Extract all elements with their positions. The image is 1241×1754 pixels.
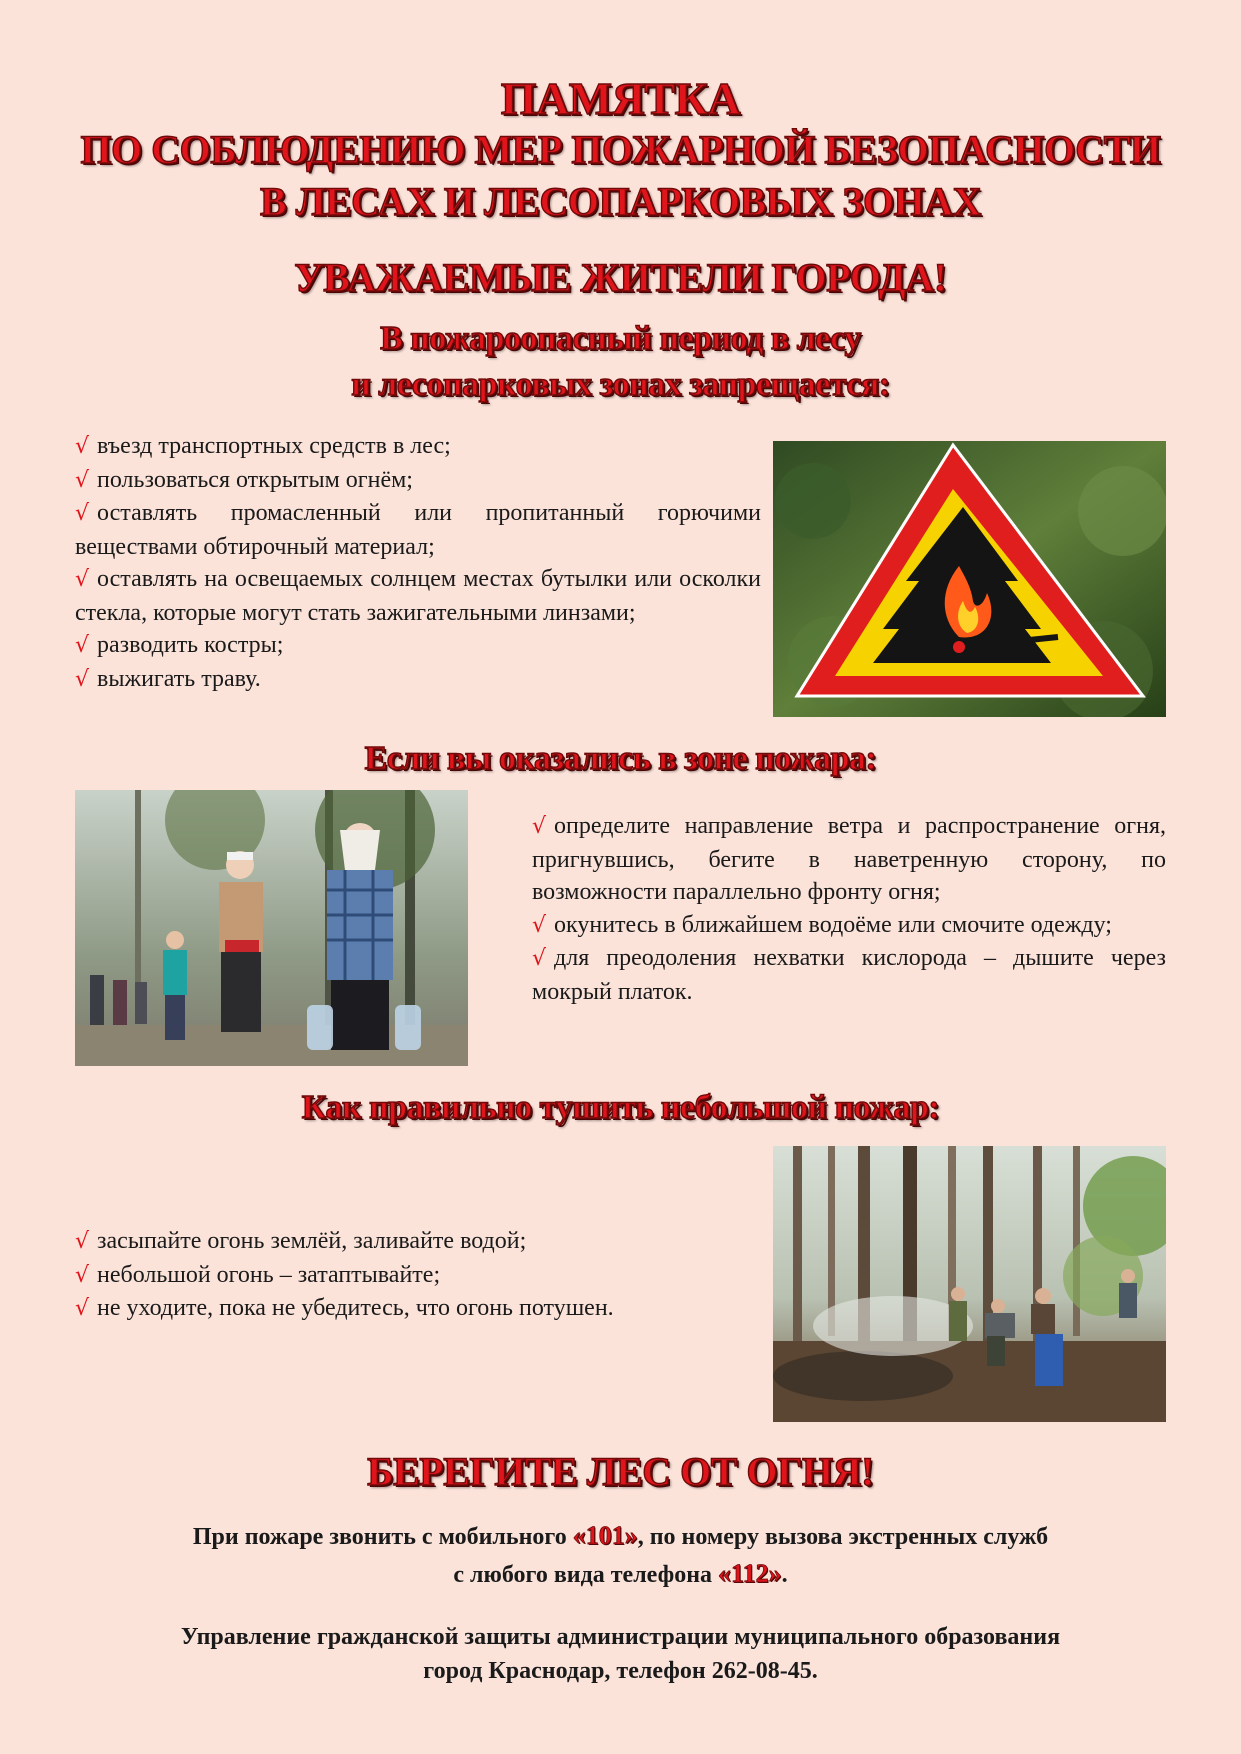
check-mark-icon: √ — [75, 633, 90, 658]
list-item-text: не уходите, пока не убедитесь, что огонь потушен. — [97, 1295, 614, 1321]
title-line-2: ПО СОБЛЮДЕНИЮ МЕР ПОЖАРНОЙ БЕЗОПАСНОСТИ — [80, 127, 1161, 172]
footer-line-2: город Краснодар, телефон 262-08-45. — [423, 1658, 818, 1684]
check-mark-icon: √ — [75, 467, 90, 493]
list-item — [75, 629, 761, 663]
extinguish-heading: Как правильно тушить небольшой пожар: — [301, 1089, 940, 1126]
title-line-1: ПАМЯТКА — [500, 73, 741, 124]
list-item — [75, 497, 761, 563]
list-item — [75, 1292, 775, 1326]
emergency-call-line-1 — [0, 1521, 1241, 1551]
people-evacuating-photo — [75, 790, 468, 1066]
check-mark-icon: √ — [75, 1296, 90, 1321]
list-item-text: окунитесь в ближайшем водоёме или смочите одежду; — [554, 911, 1112, 938]
list-item-text: небольшой огонь – затаптывайте; — [97, 1261, 441, 1288]
check-mark-icon: √ — [75, 666, 90, 692]
fire-zone-list — [532, 810, 1166, 1008]
slogan-heading: БЕРЕГИТЕ ЛЕС ОТ ОГНЯ! — [367, 1449, 874, 1494]
check-mark-icon: √ — [75, 501, 90, 526]
list-item-text: определите направление ветра и распространение огня, пригнувшись, бегите в наветренную сторону, по возможности параллельно фронту огня; — [532, 813, 1166, 905]
list-item — [75, 430, 761, 464]
forest-firefighting-photo — [773, 1146, 1166, 1422]
list-item — [532, 810, 1166, 909]
check-mark-icon: √ — [532, 814, 547, 839]
list-item — [75, 663, 761, 697]
list-item-text: въезд транспортных средств в лес; — [97, 433, 451, 459]
check-mark-icon: √ — [532, 946, 547, 971]
check-mark-icon: √ — [75, 1229, 90, 1254]
list-item — [75, 1259, 775, 1293]
extinguish-list — [75, 1225, 775, 1326]
general-emergency-number: «112» — [718, 1559, 782, 1588]
prohibited-heading-line-1: В пожароопасный период в лесу — [380, 320, 861, 357]
contact-text: . — [781, 1562, 788, 1588]
check-mark-icon: √ — [75, 1262, 90, 1288]
list-item — [532, 942, 1166, 1008]
list-item — [75, 1225, 775, 1259]
list-item — [75, 563, 761, 629]
prohibited-heading-line-2: и лесопарковых зонах запрещается: — [351, 366, 890, 403]
mobile-emergency-number: «101» — [572, 1521, 638, 1550]
contact-text: , по номеру вызова экстренных служб — [637, 1524, 1049, 1550]
prohibited-list — [75, 430, 761, 696]
list-item-text: разводить костры; — [97, 632, 284, 658]
greeting-heading: УВАЖАЕМЫЕ ЖИТЕЛИ ГОРОДА! — [294, 255, 947, 300]
list-item-text: для преодоления нехватки кислорода – дышите через мокрый платок. — [532, 945, 1166, 1005]
list-item — [75, 464, 761, 498]
list-item-text: оставлять на освещаемых солнцем местах бутылки или осколки стекла, которые могут стать зажигательными линзами; — [75, 566, 761, 626]
emergency-call-line-2 — [0, 1559, 1241, 1589]
list-item-text: засыпайте огонь землёй, заливайте водой; — [97, 1228, 527, 1254]
list-item-text: выжигать траву. — [97, 665, 261, 692]
list-item-text: оставлять промасленный или пропитанный горючими веществами обтирочный материал; — [75, 500, 761, 560]
fire-warning-sign-photo — [773, 441, 1166, 717]
check-mark-icon: √ — [532, 912, 547, 938]
footer-line-1: Управление гражданской защиты администрации муниципального образования — [180, 1624, 1061, 1650]
contact-text: с любого вида телефона — [453, 1562, 719, 1588]
title-line-3: В ЛЕСАХ И ЛЕСОПАРКОВЫХ ЗОНАХ — [260, 179, 981, 224]
fire-zone-heading: Если вы оказались в зоне пожара: — [364, 740, 877, 777]
contact-text: При пожаре звонить с мобильного — [192, 1524, 573, 1550]
list-item-text: пользоваться открытым огнём; — [97, 466, 413, 493]
list-item — [532, 909, 1166, 943]
check-mark-icon: √ — [75, 434, 90, 459]
check-mark-icon: √ — [75, 567, 90, 592]
